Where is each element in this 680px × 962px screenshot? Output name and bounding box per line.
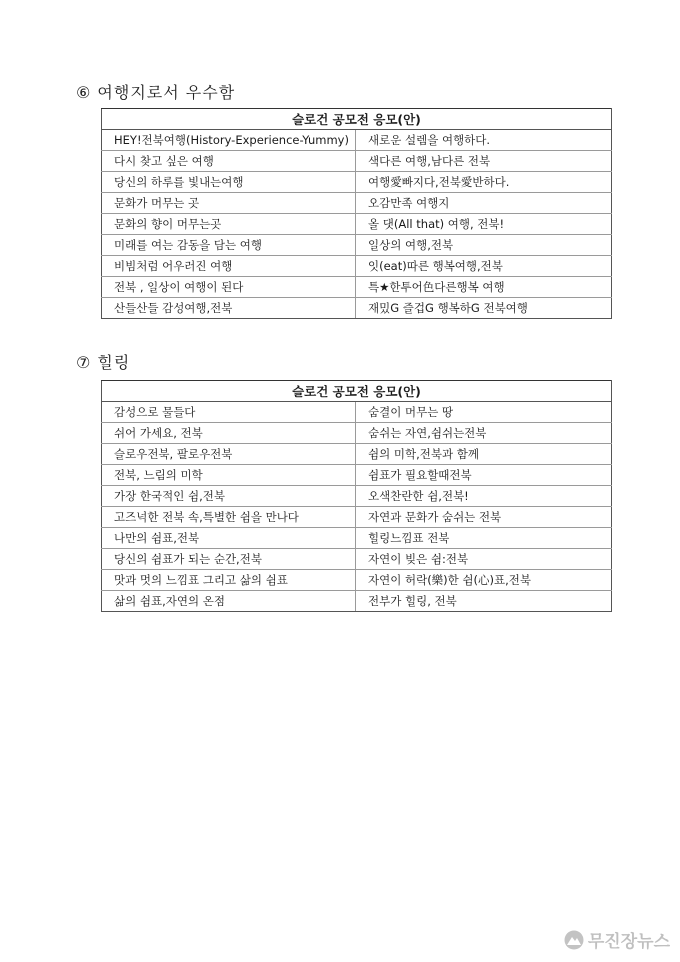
slogan-cell-right: 새로운 설렘을 여행하다. <box>356 130 612 151</box>
slogan-cell-right: 숨쉬는 자연,쉼쉬는전북 <box>356 423 612 444</box>
slogan-cell-left: 가장 한국적인 쉼,전북 <box>102 486 356 507</box>
slogan-cell-right: 전부가 힐링, 전북 <box>356 591 612 612</box>
watermark-text: 무진장뉴스 <box>587 932 670 952</box>
table-header: 슬로건 공모전 응모(안) <box>102 381 612 402</box>
slogan-table-travel <box>101 108 612 319</box>
slogan-cell-left: 미래를 여는 감동을 담는 여행 <box>102 235 356 256</box>
slogan-table-healing <box>101 380 612 612</box>
table-row <box>102 570 612 591</box>
slogan-cell-right: 쉼의 미학,전북과 함께 <box>356 444 612 465</box>
slogan-cell-right: 쉼표가 필요할때전북 <box>356 465 612 486</box>
table-row <box>102 256 612 277</box>
slogan-cell-left: 삶의 쉼표,자연의 온점 <box>102 591 356 612</box>
table-row <box>102 130 612 151</box>
slogan-cell-left: 산들산들 감성여행,전북 <box>102 298 356 319</box>
slogan-cell-right: 힐링느낌표 전북 <box>356 528 612 549</box>
slogan-cell-right: 숨결이 머무는 땅 <box>356 402 612 423</box>
table-row <box>102 549 612 570</box>
slogan-cell-left: 슬로우전북, 팔로우전북 <box>102 444 356 465</box>
table-row <box>102 402 612 423</box>
slogan-cell-right: 잇(eat)따른 행복여행,전북 <box>356 256 612 277</box>
section-heading-travel-destination: ⑥ 여행지로서 우수함 <box>76 83 236 102</box>
table-row <box>102 172 612 193</box>
table-row <box>102 591 612 612</box>
table-row <box>102 528 612 549</box>
table-row <box>102 214 612 235</box>
slogan-cell-right: 올 댓(All that) 여행, 전북! <box>356 214 612 235</box>
slogan-cell-left: 전북 , 일상이 여행이 된다 <box>102 277 356 298</box>
table-row <box>102 193 612 214</box>
table-row <box>102 277 612 298</box>
slogan-cell-right: 오감만족 여행지 <box>356 193 612 214</box>
slogan-cell-left: 당신의 하루를 빛내는여행 <box>102 172 356 193</box>
table-header: 슬로건 공모전 응모(안) <box>102 109 612 130</box>
table-row <box>102 507 612 528</box>
slogan-cell-left: 쉬어 가세요, 전북 <box>102 423 356 444</box>
slogan-cell-left: HEY!전북여행(History-Experience-Yummy) <box>102 130 356 151</box>
slogan-cell-right: 여행愛빠지다,전북愛반하다. <box>356 172 612 193</box>
table-row <box>102 465 612 486</box>
slogan-cell-left: 당신의 쉼표가 되는 순간,전북 <box>102 549 356 570</box>
watermark <box>564 927 670 952</box>
slogan-cell-right: 자연과 문화가 숨쉬는 전북 <box>356 507 612 528</box>
table-row <box>102 235 612 256</box>
slogan-cell-left: 다시 찾고 싶은 여행 <box>102 151 356 172</box>
slogan-cell-right: 오색찬란한 쉼,전북! <box>356 486 612 507</box>
mountain-logo-icon <box>564 930 584 950</box>
slogan-cell-left: 비빔처럼 어우러진 여행 <box>102 256 356 277</box>
table-row <box>102 423 612 444</box>
slogan-cell-right: 자연이 빚은 쉼:전북 <box>356 549 612 570</box>
slogan-cell-left: 문화가 머무는 곳 <box>102 193 356 214</box>
slogan-cell-left: 고즈넉한 전북 속,특별한 쉼을 만나다 <box>102 507 356 528</box>
table-row <box>102 444 612 465</box>
slogan-cell-left: 감성으로 물들다 <box>102 402 356 423</box>
slogan-cell-left: 나만의 쉼표,전북 <box>102 528 356 549</box>
slogan-cell-right: 일상의 여행,전북 <box>356 235 612 256</box>
table-row <box>102 486 612 507</box>
slogan-cell-right: 재밌G 즐겁G 행복하G 전북여행 <box>356 298 612 319</box>
slogan-cell-left: 전북, 느림의 미학 <box>102 465 356 486</box>
slogan-cell-left: 문화의 향이 머무는곳 <box>102 214 356 235</box>
slogan-cell-left: 맛과 멋의 느낌표 그리고 삶의 쉼표 <box>102 570 356 591</box>
slogan-cell-right: 자연이 허락(樂)한 쉼(心)표,전북 <box>356 570 612 591</box>
slogan-cell-right: 색다른 여행,남다른 전북 <box>356 151 612 172</box>
table-row <box>102 151 612 172</box>
section-heading-healing: ⑦ 힐링 <box>76 353 131 372</box>
table-row <box>102 298 612 319</box>
slogan-cell-right: 특★한투어色다른행복 여행 <box>356 277 612 298</box>
